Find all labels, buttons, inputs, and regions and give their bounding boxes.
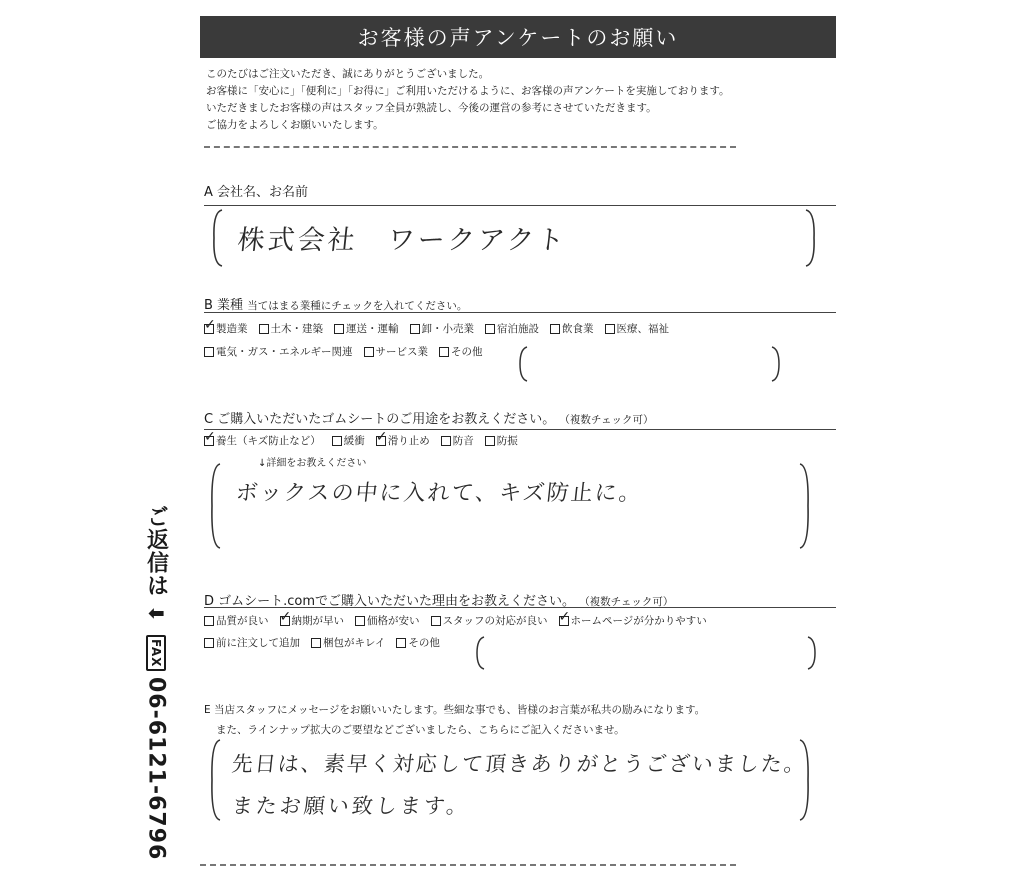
- checkbox[interactable]: [375, 428, 388, 446]
- right-bracket-icon: [806, 635, 818, 671]
- option-civil-engineering[interactable]: 土木・建築: [259, 321, 324, 336]
- section-c-note: （複数チェック可）: [559, 414, 654, 426]
- checkbox[interactable]: [311, 638, 321, 648]
- checkbox[interactable]: [558, 608, 571, 626]
- section-b-note: 当てはまる業種にチェックを入れてください。: [247, 300, 468, 312]
- reply-fax-sidebar: [138, 505, 174, 865]
- option-lodging[interactable]: 宿泊施設: [485, 321, 539, 336]
- intro-line-4: ご協力をよろしくお願いいたします。: [206, 119, 384, 131]
- option-cushioning[interactable]: 緩衝: [332, 433, 365, 448]
- section-c-title: [204, 408, 654, 427]
- checkbox[interactable]: [550, 324, 560, 334]
- checkbox[interactable]: [259, 324, 269, 334]
- checkbox[interactable]: [431, 616, 441, 626]
- section-b-rule: [204, 312, 836, 313]
- check-mark-icon: ✓: [204, 428, 216, 445]
- section-c-options: [204, 428, 529, 448]
- section-b-label: B 業種: [204, 298, 244, 313]
- message-answer-line-2[interactable]: またお願い致します。: [230, 794, 472, 818]
- option-clear-website[interactable]: ✓ ホームページが分かりやすい: [558, 608, 707, 627]
- checkbox[interactable]: [439, 347, 449, 357]
- option-soundproof[interactable]: 防音: [441, 433, 474, 448]
- left-bracket-icon: [474, 635, 486, 671]
- checkbox[interactable]: [204, 316, 216, 334]
- section-c-rule: [204, 429, 836, 430]
- intro-line-1: このたびはご注文いただき、誠にありがとうございました。: [206, 68, 490, 80]
- section-d-rule: [204, 607, 836, 608]
- section-d-label: D ゴムシート.comでご購入いただいた理由をお教えください。: [204, 594, 576, 609]
- reply-label: ご返信は: [143, 505, 169, 597]
- section-b-title: [204, 294, 467, 313]
- section-e-subtitle: また、ラインナップ拡大のご要望などございましたら、こちらにご記入くださいませ。: [216, 724, 625, 736]
- checkbox[interactable]: [410, 324, 420, 334]
- section-d-options-row-2: [204, 635, 451, 650]
- checkbox[interactable]: [279, 608, 292, 626]
- right-bracket-icon: [804, 208, 818, 268]
- left-bracket-icon: [208, 462, 222, 550]
- option-wholesale-retail[interactable]: 卸・小売業: [410, 321, 475, 336]
- section-a-rule: [204, 205, 836, 206]
- check-mark-icon: ✓: [558, 608, 571, 625]
- divider-bottom: [200, 864, 736, 866]
- option-medical-welfare[interactable]: 医療、福祉: [605, 321, 670, 336]
- section-a-title: A 会社名、お名前: [204, 185, 309, 200]
- checkbox[interactable]: [355, 616, 365, 626]
- option-anti-slip[interactable]: ✓ 滑り止め: [375, 428, 430, 447]
- checkbox[interactable]: [485, 324, 495, 334]
- option-low-price[interactable]: 価格が安い: [355, 613, 420, 628]
- option-protection[interactable]: ✓ 養生（キズ防止など）: [204, 428, 321, 447]
- page-title: お客様の声アンケートのお願い: [200, 16, 836, 58]
- section-b-options-row-2: [204, 344, 494, 359]
- check-mark-icon: ✓: [375, 428, 388, 445]
- option-good-quality[interactable]: 品質が良い: [204, 613, 269, 628]
- check-mark-icon: ✓: [279, 608, 292, 625]
- option-fast-delivery[interactable]: ✓ 納期が早い: [279, 608, 344, 627]
- company-name-answer[interactable]: 株式会社 ワークアクト: [236, 225, 569, 256]
- divider-top: [204, 146, 736, 148]
- intro-line-3: いただきましたお客様の声はスタッフ全員が熟読し、今後の運営の参考にさせていただきます。: [206, 102, 657, 114]
- intro-line-2: お客様に「安心に」「便利に」「お得に」ご利用いただけるように、お客様の声アンケートを実施しております。: [206, 85, 730, 97]
- checkbox[interactable]: [332, 436, 342, 446]
- option-transport[interactable]: 運送・運輸: [334, 321, 399, 336]
- left-bracket-icon: [208, 738, 222, 822]
- usage-detail-answer[interactable]: ボックスの中に入れて、キズ防止に。: [234, 481, 645, 506]
- check-mark-icon: ✓: [204, 316, 216, 333]
- right-bracket-icon: [798, 462, 812, 550]
- checkbox[interactable]: [485, 436, 495, 446]
- left-bracket-icon: [517, 345, 529, 383]
- fax-icon: FAX: [146, 635, 166, 671]
- section-e-title: E 当店スタッフにメッセージをお願いいたします。些細な事でも、皆様のお言葉が私共の励みになります。: [204, 704, 706, 716]
- checkbox[interactable]: [204, 638, 214, 648]
- section-c-label: C ご購入いただいたゴムシートのご用途をお教えください。: [204, 412, 556, 427]
- detail-hint: ↓詳細をお教えください: [258, 458, 367, 469]
- checkbox[interactable]: [204, 347, 214, 357]
- checkbox[interactable]: [204, 616, 214, 626]
- checkbox[interactable]: [441, 436, 451, 446]
- checkbox[interactable]: [605, 324, 615, 334]
- option-energy[interactable]: 電気・ガス・エネルギー関連: [204, 344, 353, 359]
- option-manufacturing[interactable]: ✓ 製造業: [204, 316, 248, 335]
- option-clean-packaging[interactable]: 梱包がキレイ: [311, 635, 385, 650]
- option-service[interactable]: サービス業: [364, 344, 429, 359]
- option-other[interactable]: その他: [439, 344, 483, 359]
- message-answer-line-1[interactable]: 先日は、素早く対応して頂きありがとうございました。: [230, 752, 809, 776]
- section-d-note: （複数チェック可）: [579, 596, 674, 608]
- option-other[interactable]: その他: [396, 635, 440, 650]
- checkbox[interactable]: [364, 347, 374, 357]
- right-bracket-icon: [770, 345, 782, 383]
- section-b-options-row-1: [204, 316, 680, 336]
- checkbox[interactable]: [334, 324, 344, 334]
- arrow-down-icon: ⬇: [144, 605, 168, 623]
- option-good-staff[interactable]: スタッフの対応が良い: [431, 613, 548, 628]
- checkbox[interactable]: [396, 638, 406, 648]
- left-bracket-icon: [210, 208, 224, 268]
- checkbox[interactable]: [204, 428, 216, 446]
- fax-number[interactable]: 06-6121-6796: [143, 677, 169, 861]
- option-food-service[interactable]: 飲食業: [550, 321, 594, 336]
- section-d-options-row-1: [204, 608, 718, 628]
- option-vibration-proof[interactable]: 防振: [485, 433, 518, 448]
- option-reorder[interactable]: 前に注文して追加: [204, 635, 300, 650]
